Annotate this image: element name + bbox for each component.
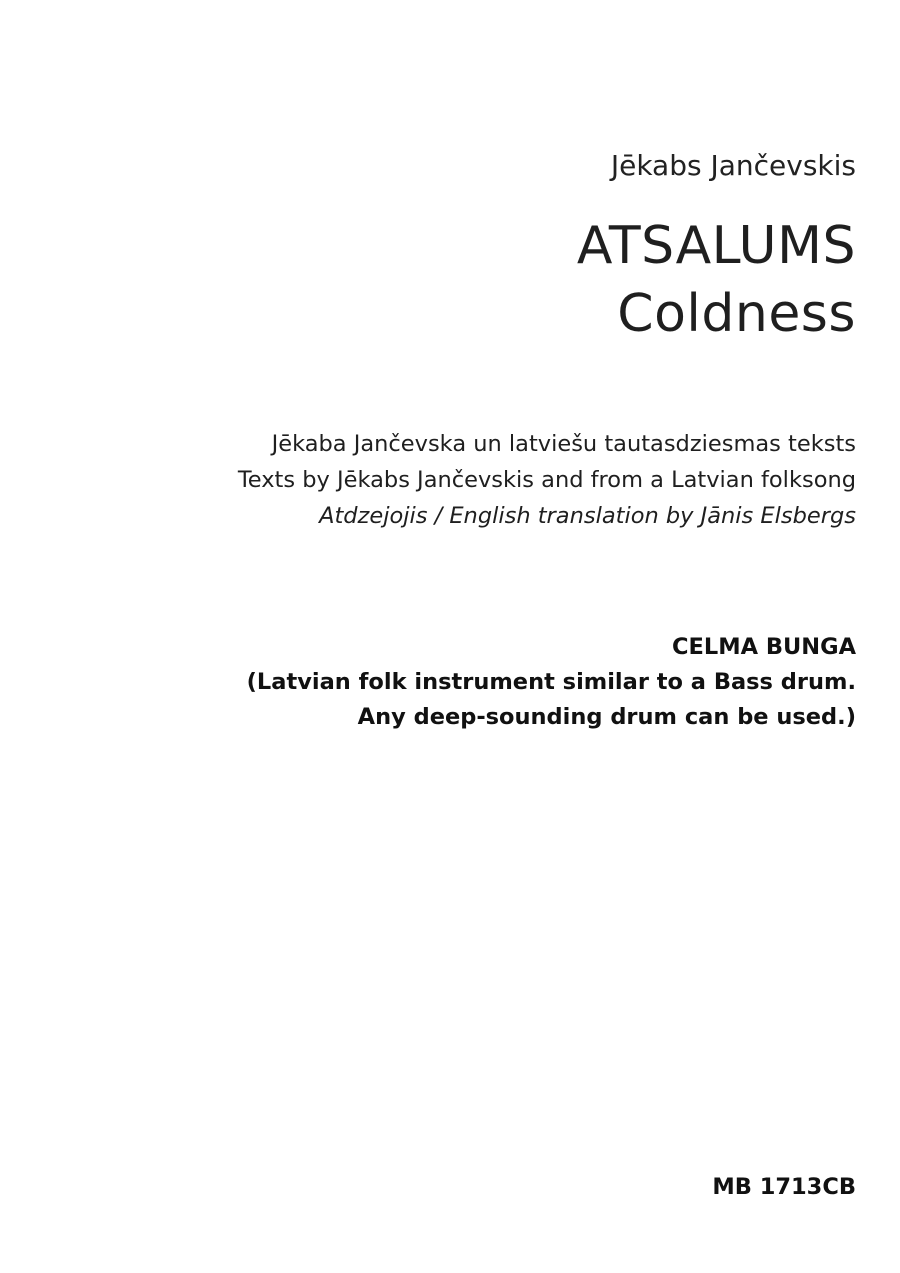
instrument-note-line-2: Any deep-sounding drum can be used.) [357,704,856,730]
title-english: Coldness [617,284,856,344]
composer-name: Jēkabs Jančevskis [610,149,856,182]
catalog-number: MB 1713CB [712,1174,856,1200]
title-latvian: ATSALUMS [576,216,856,276]
text-credits [238,426,856,534]
credit-english-text: Texts by Jēkabs Jančevskis and from a Latvian folksong [237,467,856,493]
title-block [577,212,856,348]
instrument-name: CELMA BUNGA [672,634,856,660]
instrument-block [247,630,856,735]
credit-translation: Atdzejojis / English translation by Jānis Elsbergs [319,503,856,529]
instrument-note-line-1: (Latvian folk instrument similar to a Bass drum. [246,669,856,695]
credit-latvian-text: Jēkaba Jančevska un latviešu tautasdziesmas teksts [271,431,856,457]
